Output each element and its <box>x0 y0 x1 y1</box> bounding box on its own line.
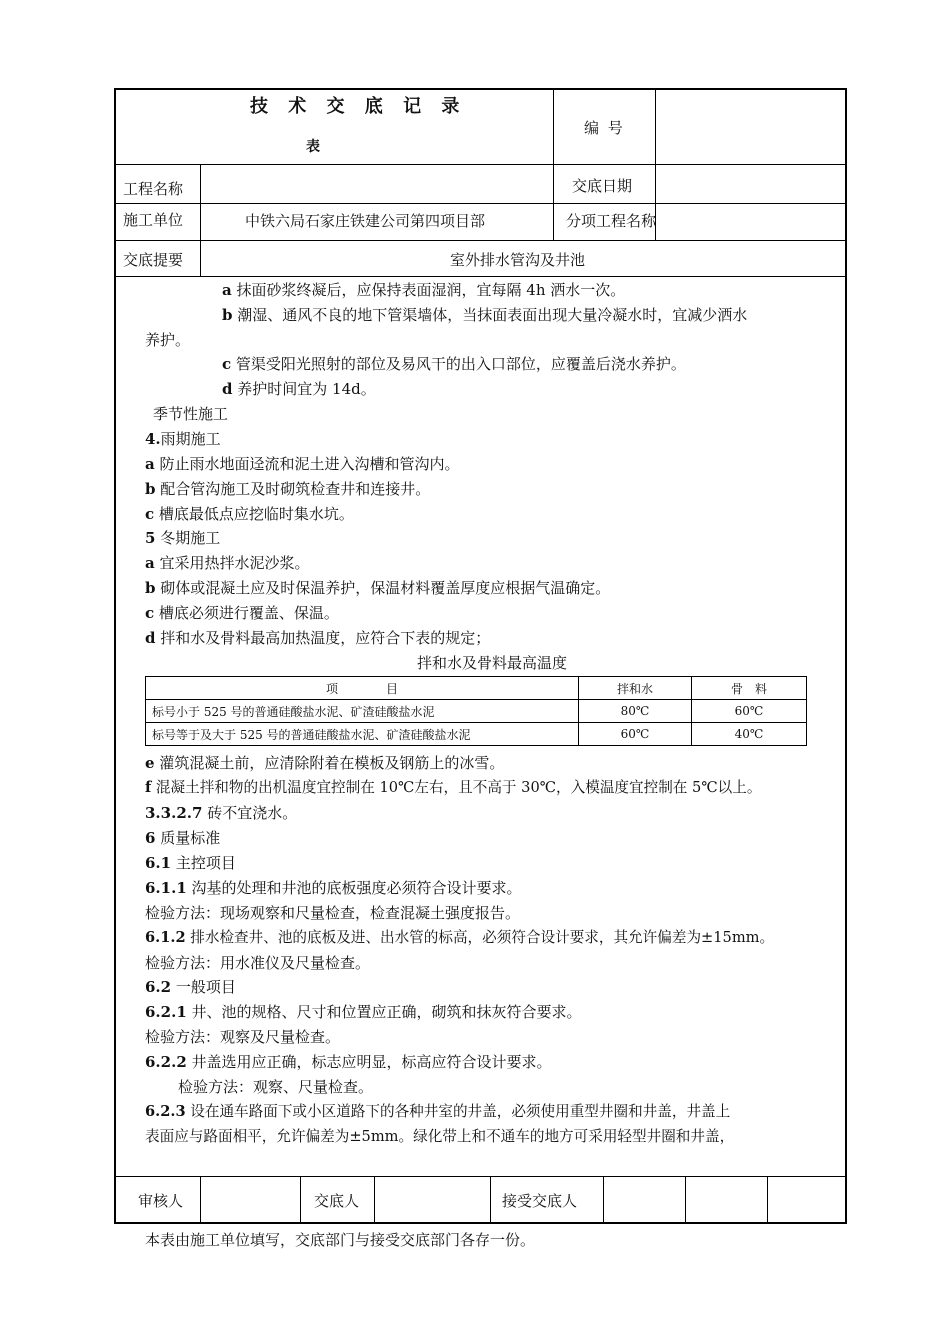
table-header-cell: 骨 料 <box>692 677 807 700</box>
section-heading: 6.1 主控项目 <box>145 854 236 872</box>
body-line: f 混凝土拌和物的出机温度宜控制在 10℃左右，且不高于 30℃，入模温度宜控制在 5℃以上。 <box>145 779 762 796</box>
summary-label: 交底提要 <box>123 251 184 269</box>
grid-line <box>767 1176 768 1224</box>
grid-line <box>200 164 201 276</box>
body-line: 6.1.2 排水检查井、池的底板及进、出水管的标高，必须符合设计要求，其允许偏差为±15mm。 <box>145 929 775 946</box>
form-subtitle: 表 <box>306 139 320 155</box>
table-cell: 标号等于及大于 525 号的普通硅酸盐水泥、矿渣硅酸盐水泥 <box>146 723 579 746</box>
table-header-cell: 拌和水 <box>579 677 692 700</box>
body-line: c 管渠受阳光照射的部位及易风干的出入口部位，应覆盖后浇水养护。 <box>222 355 686 373</box>
reviewer-label: 审核人 <box>138 1192 184 1210</box>
body-line: 检验方法：用水准仪及尺量检查。 <box>145 954 371 972</box>
table-cell: 标号小于 525 号的普通硅酸盐水泥、矿渣硅酸盐水泥 <box>146 700 579 723</box>
grid-line <box>200 1176 201 1224</box>
section-heading: 季节性施工 <box>153 405 229 423</box>
table-caption: 拌和水及骨料最高温度 <box>417 654 568 672</box>
body-line: 3.3.2.7 砖不宜浇水。 <box>145 804 298 822</box>
table-cell: 40℃ <box>692 723 807 746</box>
table-header-row <box>146 677 807 700</box>
body-line: 6.1.1 沟基的处理和井池的底板强度必须符合设计要求。 <box>145 879 522 897</box>
body-line: 6.2.1 井、池的规格、尺寸和位置应正确，砌筑和抹灰符合要求。 <box>145 1003 582 1021</box>
body-line: 表面应与路面相平，允许偏差为±5mm。绿化带上和不通车的地方可采用轻型井圈和井盖， <box>145 1128 735 1145</box>
table-cell: 60℃ <box>579 723 692 746</box>
form-title: 技 术 交 底 记 录 <box>250 96 467 117</box>
temperature-table <box>145 676 807 746</box>
table-cell: 60℃ <box>692 700 807 723</box>
grid-line <box>114 240 847 241</box>
body-line: b 配合管沟施工及时砌筑检查井和连接井。 <box>145 480 431 498</box>
grid-line <box>114 276 847 277</box>
unit-value: 中铁六局石家庄铁建公司第四项目部 <box>245 212 486 230</box>
project-name-label: 工程名称 <box>123 180 184 198</box>
section-heading: 4.雨期施工 <box>145 430 221 448</box>
summary-value: 室外排水管沟及井池 <box>450 251 586 269</box>
body-line: 6.2.3 设在通车路面下或小区道路下的各种井室的井盖，必须使用重型井圈和井盖，井盖上 <box>145 1103 731 1120</box>
body-line: e 灌筑混凝土前，应清除附着在模板及钢筋上的冰雪。 <box>145 754 505 772</box>
form-note: 本表由施工单位填写，交底部门与接受交底部门各存一份。 <box>145 1231 536 1249</box>
body-line: 检验方法：观察及尺量检查。 <box>145 1028 341 1046</box>
date-label: 交底日期 <box>572 177 633 195</box>
body-line: b 砌体或混凝土应及时保温养护，保温材料覆盖厚度应根据气温确定。 <box>145 579 611 597</box>
body-line: d 养护时间宜为 14d。 <box>222 380 376 398</box>
grid-line <box>603 1176 604 1224</box>
body-line: c 槽底最低点应挖临时集水坑。 <box>145 505 354 523</box>
grid-line <box>685 1176 686 1224</box>
table-row <box>146 700 807 723</box>
sub-project-label: 分项工程名称 <box>566 212 657 230</box>
discloser-label: 交底人 <box>314 1192 360 1210</box>
grid-line <box>114 203 847 204</box>
table-header-cell: 项 目 <box>146 677 579 700</box>
body-line: d 拌和水及骨料最高加热温度，应符合下表的规定； <box>145 629 491 647</box>
body-line: a 抹面砂浆终凝后，应保持表面湿润，宜每隔 4h 洒水一次。 <box>222 281 626 299</box>
section-heading: 5 冬期施工 <box>145 529 221 547</box>
body-line: 养护。 <box>145 331 191 349</box>
grid-line <box>300 1176 301 1224</box>
receiver-label: 接受交底人 <box>502 1192 578 1210</box>
table-row <box>146 723 807 746</box>
grid-line <box>114 1176 847 1177</box>
number-label: 编 号 <box>584 119 625 137</box>
body-line: 检验方法：现场观察和尺量检查，检查混凝土强度报告。 <box>145 904 521 922</box>
body-line: a 防止雨水地面迳流和泥土进入沟槽和管沟内。 <box>145 455 460 473</box>
body-line: 6.2.2 井盖选用应正确，标志应明显，标高应符合设计要求。 <box>145 1053 552 1071</box>
section-heading: 6.2 一般项目 <box>145 978 236 996</box>
section-heading: 6 质量标准 <box>145 829 221 847</box>
body-line: b 潮湿、通风不良的地下管渠墙体，当抹面表面出现大量冷凝水时，宜减少洒水 <box>222 306 748 324</box>
body-line: c 槽底必须进行覆盖、保温。 <box>145 604 339 622</box>
grid-line <box>114 164 847 165</box>
grid-line <box>553 88 554 240</box>
grid-line <box>490 1176 491 1224</box>
body-line: a 宜采用热拌水泥沙浆。 <box>145 554 310 572</box>
unit-label: 施工单位 <box>123 211 184 229</box>
body-line: 检验方法：观察、尺量检查。 <box>178 1078 374 1096</box>
grid-line <box>374 1176 375 1224</box>
table-cell: 80℃ <box>579 700 692 723</box>
